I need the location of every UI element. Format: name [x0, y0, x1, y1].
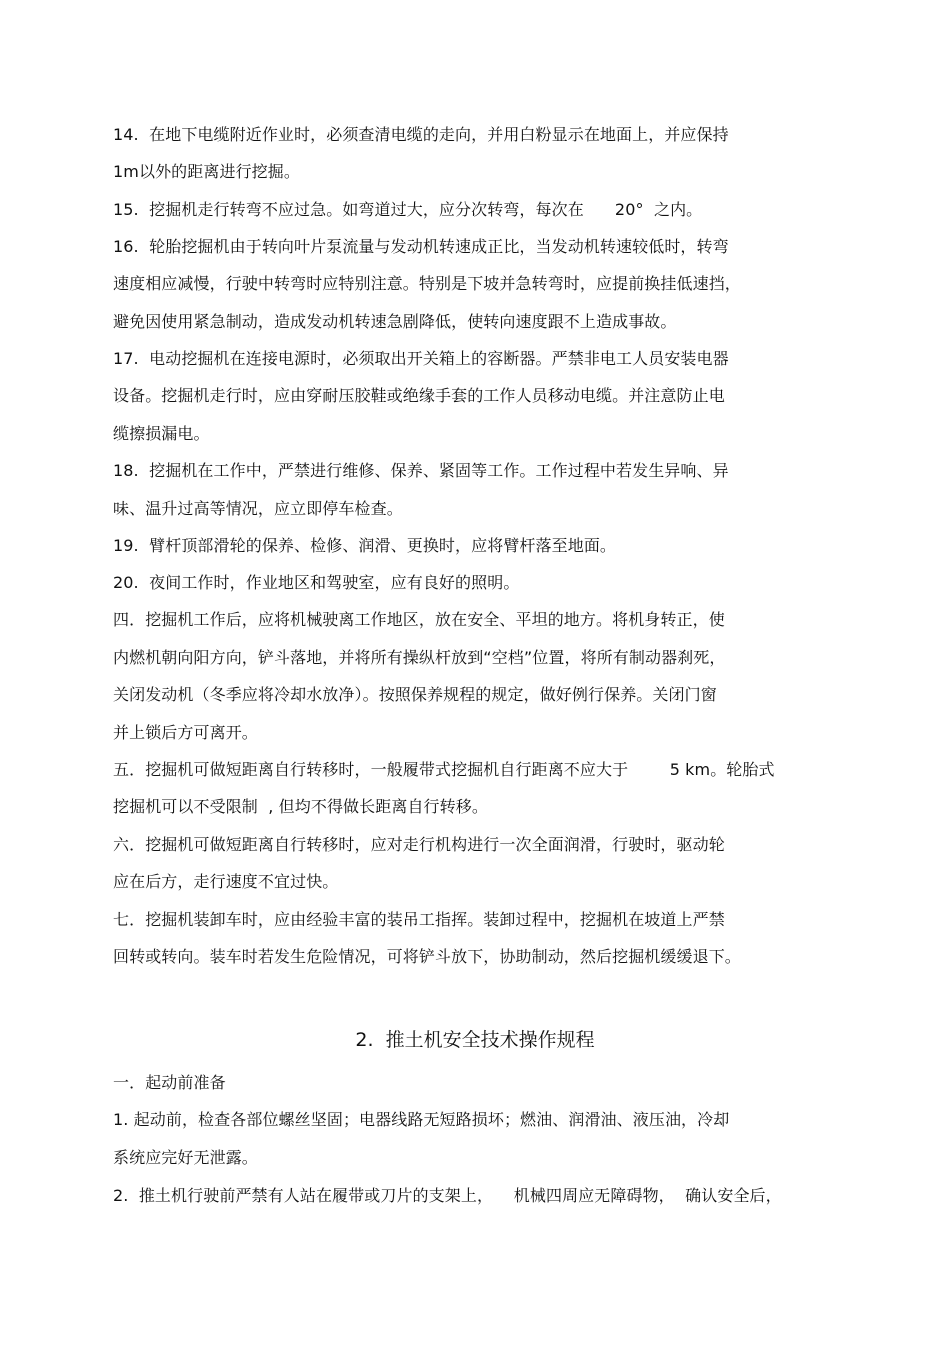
text-line: 系统应完好无泄露。 — [113, 1148, 258, 1167]
text-line: 一．起动前准备 — [113, 1073, 226, 1092]
text-line: 1m以外的距离进行挖掘。 — [113, 162, 300, 181]
text-line: 2. 推土机行驶前严禁有人站在履带或刀片的支架上， 机械四周应无障碍物， 确认安全后， — [113, 1186, 782, 1205]
text-line: 20. 夜间工作时，作业地区和驾驶室，应有良好的照明。 — [113, 573, 520, 592]
text-line: 挖掘机可以不受限制 , 但均不得做长距离自行转移。 — [113, 797, 488, 816]
text-line: 并上锁后方可离开。 — [113, 723, 258, 742]
text-line: 应在后方，走行速度不宜过快。 — [113, 872, 339, 891]
text-line: 回转或转向。装车时若发生危险情况，可将铲斗放下，协助制动，然后挖掘机缓缓退下。 — [113, 947, 741, 966]
text-line: 四．挖掘机工作后，应将机械驶离工作地区，放在安全、平坦的地方。将机身转正，使 — [113, 610, 725, 629]
text-line: 15. 挖掘机走行转弯不应过急。如弯道过大，应分次转弯，每次在 20° 之内。 — [113, 200, 703, 219]
text-line: 速度相应减慢，行驶中转弯时应特别注意。特别是下坡并急转弯时，应提前换挂低速挡， — [113, 274, 741, 293]
text-line: 14. 在地下电缆附近作业时，必须查清电缆的走向，并用白粉显示在地面上，并应保持 — [113, 125, 729, 144]
text-line: 关闭发动机（冬季应将冷却水放净）。按照保养规程的规定，做好例行保养。关闭门窗 — [113, 685, 717, 704]
text-line: 设备。挖掘机走行时，应由穿耐压胶鞋或绝缘手套的工作人员移动电缆。并注意防止电 — [113, 386, 725, 405]
text-line: 1. 起动前，检查各部位螺丝坚固；电器线路无短路损坏；燃油、润滑油、液压油，冷却 — [113, 1110, 730, 1129]
text-line: 五．挖掘机可做短距离自行转移时，一般履带式挖掘机自行距离不应大于 5 km。轮胎式 — [113, 760, 775, 779]
section-title: 2. 推土机安全技术操作规程 — [355, 1029, 595, 1051]
text-line: 七．挖掘机装卸车时，应由经验丰富的装吊工指挥。装卸过程中，挖掘机在坡道上严禁 — [113, 910, 725, 929]
text-line: 缆擦损漏电。 — [113, 424, 210, 443]
text-line: 17. 电动挖掘机在连接电源时，必须取出开关箱上的容断器。严禁非电工人员安装电器 — [113, 349, 729, 368]
text-line: 六．挖掘机可做短距离自行转移时，应对走行机构进行一次全面润滑，行驶时，驱动轮 — [113, 835, 725, 854]
text-line: 内燃机朝向阳方向，铲斗落地，并将所有操纵杆放到“空档”位置，将所有制动器刹死， — [113, 648, 726, 667]
text-line: 避免因使用紧急制动，造成发动机转速急剧降低，使转向速度跟不上造成事故。 — [113, 312, 677, 331]
text-line: 18. 挖掘机在工作中，严禁进行维修、保养、紧固等工作。工作过程中若发生异响、异 — [113, 461, 729, 480]
text-line: 味、温升过高等情况，应立即停车检查。 — [113, 499, 403, 518]
text-line: 19. 臂杆顶部滑轮的保养、检修、润滑、更换时，应将臂杆落至地面。 — [113, 536, 617, 555]
text-line: 16. 轮胎挖掘机由于转向叶片泵流量与发动机转速成正比，当发动机转速较低时，转弯 — [113, 237, 729, 256]
